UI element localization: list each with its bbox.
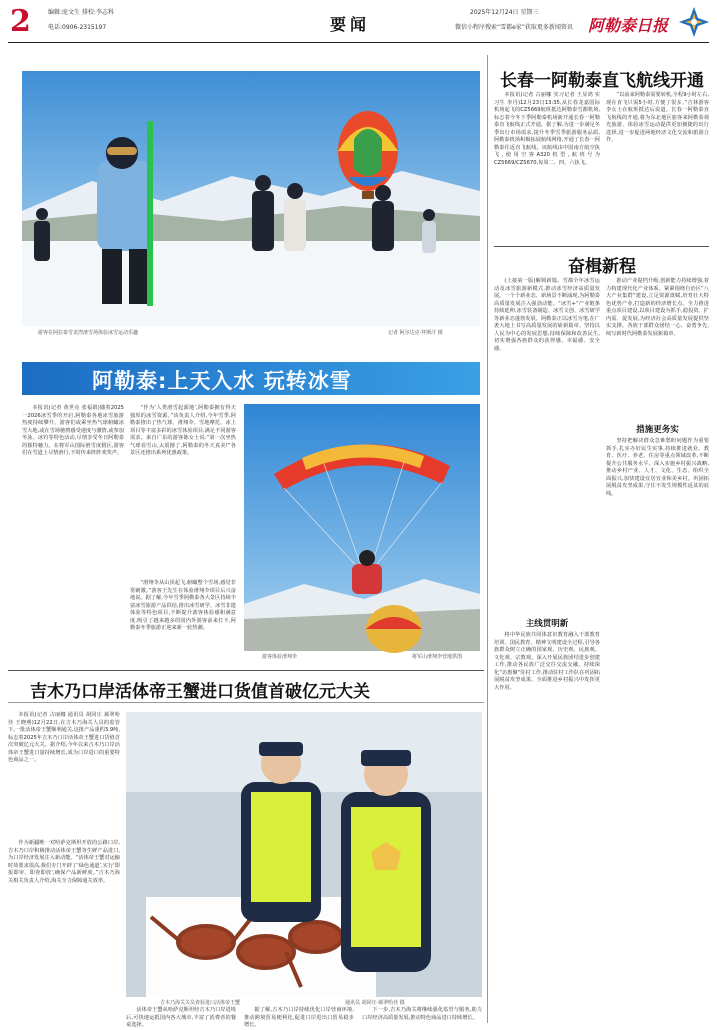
ski-photo-credit: 记者 阿尔达克·拜斯汗 摄 — [388, 330, 443, 336]
paraglider-photo-caption: 游客体验滑翔伞 — [262, 654, 298, 660]
ski-photo-caption: 游客在阿拉泰雪龙湾滑雪场体验冰雪运动乐趣 — [38, 330, 139, 336]
header-date: 2025年12月24日 星期三 — [470, 9, 539, 16]
crab-photo-credit: 通讯员 胡同庄·郝翠哈佳 摄 — [345, 1000, 405, 1006]
feature-column-3: “滑翔伞从山顶起飞,俯瞰整个雪场,感觉非常刺激。”游客王先生在体验滑翔伞项目后兴奋地说。据了解,今年雪季阿勒泰各大景区持续丰富冰雪旅游产品供给,推出冰雪研学、冰雪非遗体验等特色项目,不断提升游客体验感和满意度,吸引了越来越多的国内外游客前来打卡,阿勒泰冬季旅游正迎来新一轮热潮。 — [130, 580, 236, 631]
story1-column-2: “以前来阿勒泰需要转机,全程9小时左右,现在直飞只需5小时,方便了很多。”吉林游客李女士在航班抵达后说道。长春一阿勒泰直飞航线的开通,将为东北地区旅客来阿勒泰观光旅游、体验冰雪运动提供更加便捷的出行选择,进一步促进两地经济文化交流和旅游合作。 — [606, 92, 709, 143]
page-number: 2 — [10, 4, 31, 39]
paraglider-photo-credit: 将军山滑翔伞营地供图 — [412, 654, 463, 660]
story2-column-3: 将中华民族共同体意识教育融入干部教育培训、国民教育、精神文明建设全过程,引导各族群众树立正确的国家观、历史观、民族观、文化观、宗教观。深入开展民族团结进步创建工作,推动各民族广泛交往交流交融。持续深化“访惠聚”驻村工作,推动驻村工作队在巩固拓展脱贫攻坚成果、全面推进乡村振兴中发挥更大作用。 — [494, 632, 600, 691]
crab-photo-caption: 吉木乃海关关员查验进口活体帝王蟹 — [160, 1000, 241, 1006]
ski-photo — [22, 71, 480, 326]
story3-column-5: 下一步,吉木乃海关将继续强化监管与服务,助力口岸经济高质量发展,推动特色商品进口持续增长。 — [362, 1007, 482, 1021]
paper-name-logo: 阿勒泰日报 — [588, 16, 669, 35]
feature-banner-title: 阿勒泰:上天入水 玩转冰雪 — [92, 369, 352, 393]
story2-column-4: 坚持把解决群众急难愁盼问题作为重要抓手,扎实办好民生实事,持续推进就业、教育、医疗、养老、住房等重点领域改革,不断提升公共服务水平。深入实施乡村振兴战略,推动乡村产业、人才、文化、生态、组织全面振兴,加快建设宜居宜业和美乡村。巩固拓展脱贫攻坚成果,守住不发生规模性返贫的底线。 — [606, 438, 709, 497]
story3-column-2: 作为新疆唯一对哈萨克斯坦开放的公路口岸,吉木乃口岸积极推动活体帝王蟹等生鲜产品进口,为口岸经济发展注入新动能。“活体帝王蟹对运输时效要求很高,我们专门开辟了‘绿色通道’,实行‘即报即审、即查即放’,确保产品新鲜度。”吉木乃海关相关负责人介绍,海关全力保障通关效率。 — [8, 840, 120, 884]
story3-headline: 吉木乃口岸活体帝王蟹进口货值首破亿元大关 — [30, 682, 370, 702]
story1-column-1: 本报讯(记者 古丽娜 实习记者 王显鸿 实习生 李丹)12月23日13:35,从长春龙嘉国际机场起飞的CZ5669航班抵达阿勒泰雪都机场,标志着今冬下季阿勒泰机场新开通长春一阿勒泰直飞航线正式开通。据了解,为进一步满足冬季出行市场需求,提升冬季雪季旅游服务品质,阿勒泰机场积极拓展航线网络,开通了长春一阿勒泰往返直飞航线。该航线由中国南方航空执飞,使用空客A320机型,航班号为CZ5669/CZ5670,每周二、四、六执飞。 — [494, 92, 600, 166]
story3-column-4: 据了解,吉木乃口岸持续优化口岸营商环境,推动跨境贸易便利化,促进口岸进出口贸易稳步增长。 — [244, 1007, 354, 1028]
section-title: 要闻 — [330, 15, 371, 34]
page-header — [0, 0, 717, 46]
header-wechat: 微信小程序搜索“雪都e家”获取更多新闻资讯 — [455, 24, 573, 31]
story2-headline: 奋楫新程 — [568, 257, 636, 277]
feature-banner — [22, 362, 480, 395]
story2-column-1: (上接第一版)解锁新篇。雪都全年冰雪运动及冰雪旅游新模式,推动冰雪经济高质量发展。一个个新业态、新场景不断涌现,为阿勒泰高质量发展注入强劲动能。“冰雪+”产业链条持续延伸,冰雪装备制造、冰雪文创、冰雪研学等新业态蓬勃发展。阿勒泰正以冰雪为笔,在广袤大地上书写高质量发展的崭新篇章。坚持以人民为中心的发展思想,持续保障和改善民生,切实增强各族群众的获得感、幸福感、安全感。 — [494, 278, 600, 352]
header-phone: 电话:0906-2315197 — [48, 24, 107, 31]
header-editor: 编辑:庞文生 排校:李志科 — [48, 9, 114, 16]
story2-column-2: 推动产业提档升级,创新能力持续增强,着力构建现代化产业体系。紧紧围绕自治区“八大产业集群”建设,立足资源禀赋,培育壮大特色优势产业,打造新的经济增长点。全力推进重点项目建设,以项目建设为抓手,稳投资、扩内需、促发展,为经济社会高质量发展提供坚实支撑。各族干部群众团结一心、奋勇争先,续写新时代阿勒泰发展新篇章。 — [606, 278, 709, 337]
paraglider-photo — [244, 404, 480, 651]
story2-subhead-mainline: 主线贯明新 — [525, 619, 569, 629]
story3-column-3: 活体帝王蟹从哈萨克斯坦经吉木乃口岸进境后,可快速运抵国内各大城市,丰富了消费者的餐桌选择。 — [126, 1007, 236, 1028]
story3-column-1: 本报讯(记者 古丽娜 通讯员 胡同庄 郝翠哈佳 王晓燕)12月22日,在吉木乃海关人员的监管下,一批活体帝王蟹顺利通关,这批产品重约3.9吨,标志着2025年吉木乃口岸活体帝王蟹进口货值首次突破亿元大关。据介绍,今年以来吉木乃口岸活体帝王蟹进口量持续增长,成为口岸进口的重要特色商品之一。 — [8, 712, 120, 763]
story1-headline: 长春一阿勒泰直飞航线开通 — [500, 71, 704, 91]
feature-column-1: 本报讯(记者 黄世亮 张福娟)随着2025一2026冰雪季的开启,阿勒泰各地冰雪旅游热度持续攀升。游客们或乘坐热气球俯瞰冰雪大地,或在雪场驰骋感受速度与激情,或参加冬泳、冰钓等特色活动,尽情享受冬日阿勒泰的独特魅力。在将军山国际滑雪度假区,游客们在雪道上尽情滑行,不时传来阵阵欢笑声。 — [22, 405, 124, 456]
crab-inspection-photo — [126, 712, 482, 997]
paper-emblem-icon — [678, 6, 710, 38]
feature-column-2: “作为‘人类滑雪起源地’,阿勒泰拥有得天独厚的冰雪资源。”该负责人介绍,今年雪季,阿勒泰推出了热气球、滑翔伞、雪地摩托、冰上项目等丰富多彩的冰雪体验项目,满足不同游客需求。来自广东的游客陈女士说:“第一次坐热气球看雪山,太震撼了,阿勒泰的冬天真美!”各景区还推出系列优惠政策。 — [130, 405, 236, 456]
story2-subhead-measures: 措施更务实 — [636, 425, 679, 435]
